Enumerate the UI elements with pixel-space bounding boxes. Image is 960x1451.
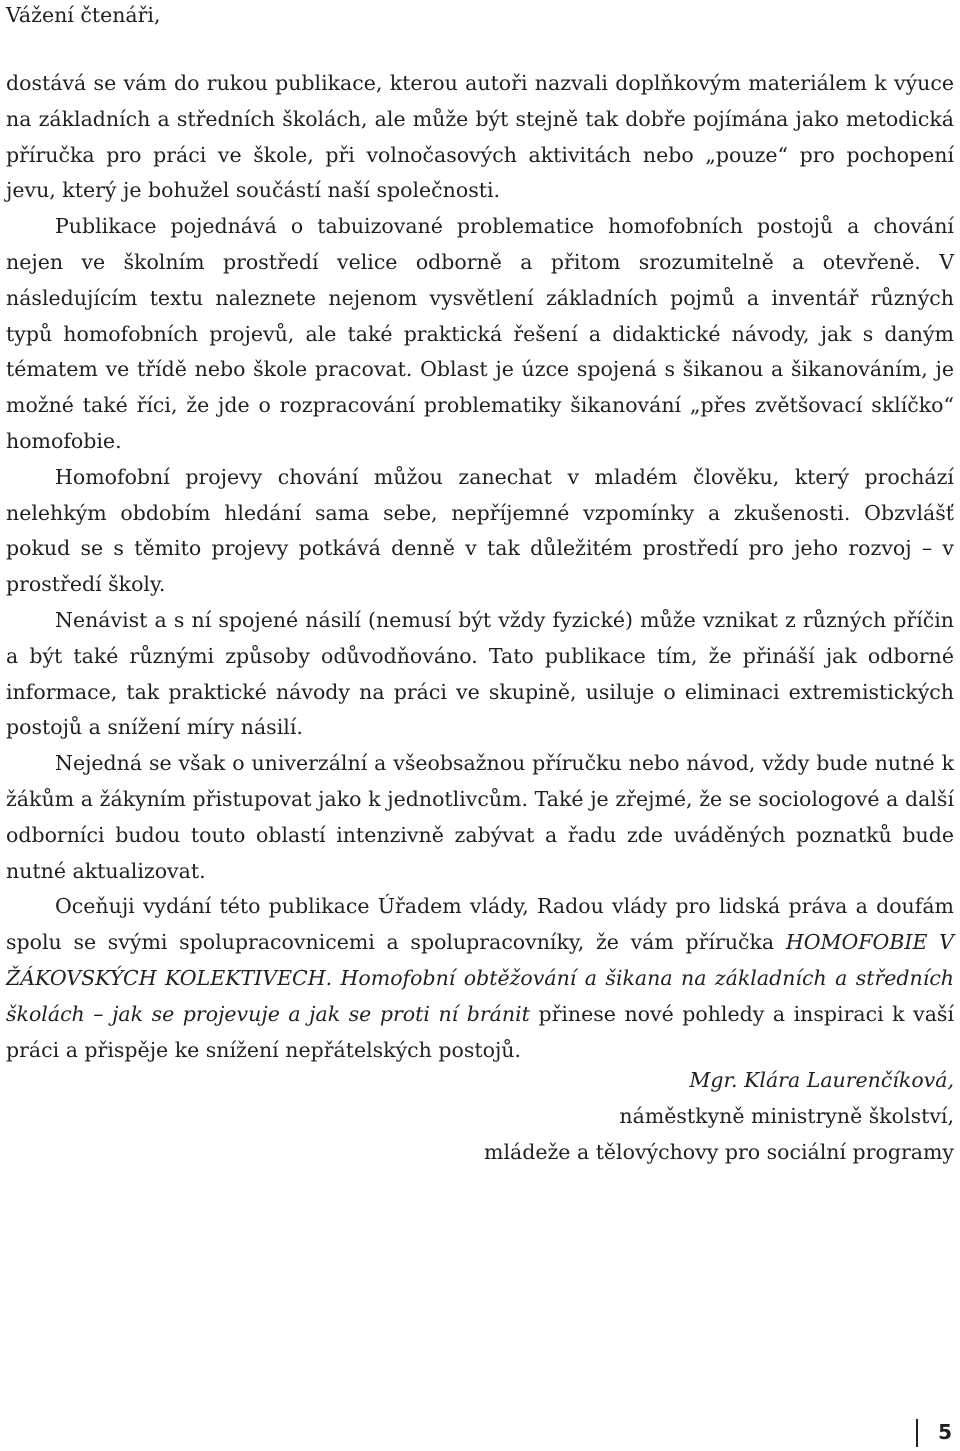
paragraph-homophobic-behavior: Homofobní projevy chování můžou zanechat v mladém člověku, který prochází nelehkým obdobím hledání sama sebe, nepříjemné vzpomínky a zkušenosti. Obzvlášť pokud se s těmito projevy potkává denně v tak důležitém prostředí pro jeho rozvoj – v prostředí školy.: [6, 464, 954, 597]
signature-name: Mgr. Klára Laurenčíková,: [689, 1068, 954, 1092]
paragraph-closing: [6, 889, 954, 1068]
publication-title: HOMOFOBIE V ŽÁKOVSKÝCH KOLEKTIVECH. Homofobní obtěžování a šikana na základních a středních školách – jak se projevuje a jak se proti ní bránit: [6, 930, 954, 1026]
closing-text-start: Oceňuji vydání této publikace Úřadem vlády, Radou vlády pro lidská práva a doufám spolu se svými spolupracovnicemi a spolupracovníky, že vám příručka: [6, 894, 954, 955]
paragraph-publication: Publikace pojednává o tabuizované problematice homofobních postojů a chování nejen ve školním prostředí velice odborně a přitom srozumitelně a otevřeně. V následujícím textu naleznete nejenom vysvětlení základních pojmů a inventář různých typů homofobních projevů, ale také praktická řešení a didaktické návody, jak s daným tématem ve třídě nebo škole pracovat. Oblast je úzce spojená s šikanou a šikanováním, je možné také říci, že jde o rozpracování problematiky šikanování „přes zvětšovací sklíčko“ homofobie.: [6, 214, 954, 453]
paragraph-not-universal: Nejedná se však o univerzální a všeobsažnou příručku nebo návod, vždy bude nutné k žákům a žákyním přistupovat jako k jednotlivcům. Také je zřejmé, že se sociologové a další odborníci budou touto oblastí intenzivně zabývat a řadu zde uváděných poznatků bude nutné aktualizovat.: [6, 751, 954, 883]
closing-text-end: přinese nové pohledy a inspiraci k vaší práci a přispěje ke snížení nepřátelských postojů.: [6, 1001, 955, 1062]
paragraph-hatred-violence: Nenávist a s ní spojené násilí (nemusí být vždy fyzické) může vznikat z různých příčin a být také různými způsoby odůvodňováno. Tato publikace tím, že přináší jak odborné informace, tak praktické návody na práci ve skupině, usiluje o eliminaci extremistických postojů a snížení míry násilí.: [6, 607, 954, 740]
signature-title-line1: náměstkyně ministryně školství,: [619, 1104, 954, 1128]
page-number: 5: [938, 1420, 952, 1444]
paragraph-intro: dostává se vám do rukou publikace, kterou autoři nazvali doplňkovým materiálem k výuce na základních a středních školách, ale může být stejně tak dobře pojímána jako metodická příručka pro práci ve škole, při volnočasových aktivitách nebo „pouze“ pro pochopení jevu, který je bohužel součástí naší společnosti.: [6, 71, 954, 203]
salutation: Vážení čtenáři,: [6, 3, 161, 27]
signature-title-line2: mládeže a tělovýchovy pro sociální programy: [484, 1140, 954, 1164]
page-number-divider: [916, 1419, 918, 1447]
letter-body: [6, 66, 954, 1068]
signature-block: [484, 1062, 954, 1170]
